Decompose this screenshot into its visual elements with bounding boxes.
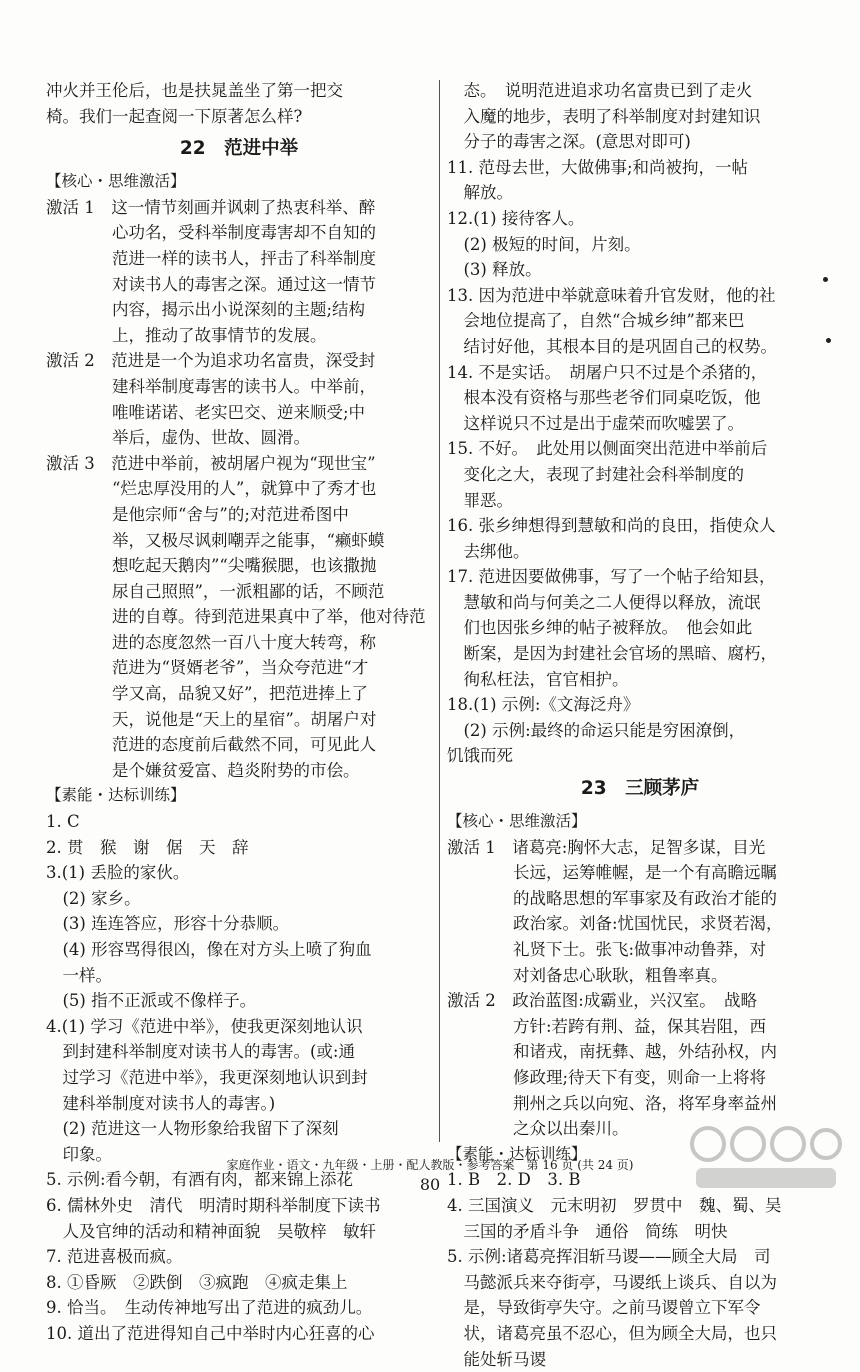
answer-line: 这样说只不过是出于虚荣而吹嘘罢了。 (447, 411, 833, 437)
page-number: 80 (0, 1176, 860, 1194)
answer-line: 进的自尊。待到范进果真中了举，他对待范 (46, 604, 432, 630)
answer-line: (5) 指不正派或不像样子。 (46, 988, 432, 1014)
answer-line: 4. 三国演义 元末明初 罗贯中 魏、蜀、吴 (447, 1193, 833, 1219)
answer-line: 11. 范母去世，大做佛事;和尚被拘，一帖 (447, 155, 833, 181)
answer-line: (2) 极短的时间，片刻。 (447, 232, 833, 258)
answer-line: 激活 1 这一情节刻画并讽刺了热衷科举、醉 (46, 195, 432, 221)
answer-line: 之众以出秦川。 (447, 1116, 833, 1142)
answer-line: 举后，虚伪、世故、圆滑。 (46, 425, 432, 451)
answer-line: 激活 2 政治蓝图:成霸业，兴汉室。 战略 (447, 988, 833, 1014)
answer-line: 政治家。刘备:忧国忧民，求贤若渴， (447, 911, 833, 937)
answer-line: 2. 贯 猴 谢 倨 天 辞 (46, 835, 432, 861)
answer-line: 16. 张乡绅想得到慧敏和尚的良田，指使众人 (447, 513, 833, 539)
answer-line: 激活 3 范进中举前，被胡屠户视为“现世宝” (46, 451, 432, 477)
answer-line: 上，推动了故事情节的发展。 (46, 323, 432, 349)
scan-speck (823, 277, 828, 282)
answer-line: 尿自己照照”，一派粗鄙的话，不顾范 (46, 579, 432, 605)
answer-line: 到封建科举制度对读书人的毒害。(或:通 (46, 1039, 432, 1065)
answer-line: 3.(1) 丢脸的家伙。 (46, 860, 432, 886)
answer-line: 心功名，受科举制度毒害却不自知的 (46, 220, 432, 246)
answer-line: 马懿派兵来夺街亭，马谡纸上谈兵、自以为 (447, 1270, 833, 1296)
answer-line: 状，诸葛亮虽不忍心，但为顾全大局，也只 (447, 1321, 833, 1347)
answer-line: 们也因张乡绅的帖子被释放。 他会如此 (447, 615, 833, 641)
answer-line: 态。 说明范进追求功名富贵已到了走火 (447, 78, 833, 104)
answer-line: 和诸戎，南抚彝、越，外结孙权，内 (447, 1039, 833, 1065)
answer-line: 对刘备忠心耿耿，粗鲁率真。 (447, 963, 833, 989)
answer-line: 12.(1) 接待客人。 (447, 206, 833, 232)
answer-line: 范进为“贤婿老爷”，当众夸范进“才 (46, 655, 432, 681)
answer-line: 1. B 2. D 3. B (447, 1167, 833, 1193)
answer-line: 5. 示例:诸葛亮挥泪斩马谡——顾全大局 司 (447, 1244, 833, 1270)
answer-line: 冲火并王伦后，也是扶晁盖坐了第一把交 (46, 78, 432, 104)
answer-line: 是个嫌贫爱富、趋炎附势的市侩。 (46, 758, 432, 784)
answer-line: “烂忠厚没用的人”，就算中了秀才也 (46, 476, 432, 502)
answer-line: 分子的毒害之深。(意思对即可) (447, 129, 833, 155)
answer-line: 结讨好他，其根本目的是巩固自己的权势。 (447, 334, 833, 360)
section-heading: 【核心・思维激活】 (447, 809, 833, 835)
answer-line: 想吃起天鹅肉”“尖嘴猴腮，也该撒抛 (46, 553, 432, 579)
answer-line: 礼贤下士。张飞:做事冲动鲁莽，对 (447, 937, 833, 963)
answer-line: 8. ①昏厥 ②跌倒 ③疯跑 ④疯走集上 (46, 1270, 432, 1296)
answer-line: 范进一样的读书人，抨击了科举制度 (46, 246, 432, 272)
answer-line: 三国的矛盾斗争 通俗 简练 明快 (447, 1219, 833, 1245)
answer-line: (3) 释放。 (447, 257, 833, 283)
answer-line: 1. C (46, 809, 432, 835)
answer-line: 5. 示例:看今朝，有酒有肉，都来锦上添花 (46, 1167, 432, 1193)
answer-line: 印象。 (46, 1142, 432, 1168)
answer-line: 4.(1) 学习《范进中举》，使我更深刻地认识 (46, 1014, 432, 1040)
answer-line: 内容，揭示出小说深刻的主题;结构 (46, 297, 432, 323)
answer-line: 入魔的地步，表明了科举制度对封建知识 (447, 104, 833, 130)
section-heading: 【素能・达标训练】 (447, 1142, 833, 1168)
answer-line: (4) 形容骂得很凶，像在对方头上喷了狗血 (46, 937, 432, 963)
answer-line: 10. 道出了范进得知自己中举时内心狂喜的心 (46, 1321, 432, 1347)
section-heading: 【素能・达标训练】 (46, 783, 432, 809)
watermark-logo (686, 1118, 846, 1196)
answer-line: 14. 不是实话。 胡屠户只不过是个杀猪的， (447, 360, 833, 386)
answer-line: 13. 因为范进中举就意味着升官发财，他的社 (447, 283, 833, 309)
section-heading: 【核心・思维激活】 (46, 169, 432, 195)
answer-line: 6. 儒林外史 清代 明清时期科举制度下读书 (46, 1193, 432, 1219)
answer-line: (2) 示例:最终的命运只能是穷困潦倒， (447, 718, 833, 744)
answer-line: 徇私枉法，官官相护。 (447, 667, 833, 693)
answer-line: 7. 范进喜极而疯。 (46, 1244, 432, 1270)
answer-line: 17. 范进因要做佛事，写了一个帖子给知县， (447, 564, 833, 590)
answer-line: 断案，是因为封建社会官场的黑暗、腐朽， (447, 641, 833, 667)
chapter-title: 22 范进中举 (46, 129, 432, 169)
answer-line: 举，又极尽讽刺嘲弄之能事，“癞虾蟆 (46, 528, 432, 554)
answer-line: (2) 范进这一人物形象给我留下了深刻 (46, 1116, 432, 1142)
answer-line: 椅。我们一起查阅一下原著怎么样? (46, 104, 432, 130)
answer-line: 激活 1 诸葛亮:胸怀大志，足智多谋，目光 (447, 835, 833, 861)
answer-line: 能处斩马谡 (447, 1347, 833, 1372)
answer-line: 18.(1) 示例:《文海泛舟》 (447, 692, 833, 718)
answer-line: 唯唯诺诺、老实巴交、逆来顺受;中 (46, 400, 432, 426)
answer-line: 方针:若跨有荆、益，保其岩阻，西 (447, 1014, 833, 1040)
answer-line: 解放。 (447, 180, 833, 206)
answer-line: 是他宗师“舍与”的;对范进希图中 (46, 502, 432, 528)
answer-line: 去绑他。 (447, 539, 833, 565)
answer-line: 进的态度忽然一百八十度大转弯，称 (46, 630, 432, 656)
answer-line: 荆州之兵以向宛、洛，将军身率益州 (447, 1091, 833, 1117)
answer-line: 人及官绅的活动和精神面貌 吴敬梓 敏轩 (46, 1219, 432, 1245)
page-footer: 家庭作业・语文・九年级・上册・配人教版・参考答案 第 16 页 (共 24 页) (0, 1157, 860, 1173)
answer-line: 长远，运筹帷幄，是一个有高瞻远瞩 (447, 860, 833, 886)
answer-line: 天，说他是“天上的星宿”。胡屠户对 (46, 707, 432, 733)
answer-line: 是，导致街亭失守。之前马谡曾立下军令 (447, 1295, 833, 1321)
answer-line: 过学习《范进中举》，我更深刻地认识到封 (46, 1065, 432, 1091)
answer-line: 会地位提高了，自然“合城乡绅”都来巴 (447, 308, 833, 334)
column-divider (439, 80, 440, 1142)
answer-line: 修政理;待天下有变，则命一上将将 (447, 1065, 833, 1091)
answer-line: 饥饿而死 (447, 743, 833, 769)
answer-line: (2) 家乡。 (46, 886, 432, 912)
answer-line: 一样。 (46, 963, 432, 989)
answer-line: 的战略思想的军事家及有政治才能的 (447, 886, 833, 912)
answer-line: 建科举制度毒害的读书人。中举前， (46, 374, 432, 400)
answer-line: 范进的态度前后截然不同，可见此人 (46, 732, 432, 758)
answer-line: 学又高，品貌又好”，把范进捧上了 (46, 681, 432, 707)
answer-line: 对读书人的毒害之深。通过这一情节 (46, 272, 432, 298)
scan-speck (826, 338, 831, 343)
answer-line: 根本没有资格与那些老爷们同桌吃饭，他 (447, 385, 833, 411)
answer-line: 15. 不好。 此处用以侧面突出范进中举前后 (447, 436, 833, 462)
answer-line: 激活 2 范进是一个为追求功名富贵，深受封 (46, 348, 432, 374)
answer-line: (3) 连连答应，形容十分恭顺。 (46, 911, 432, 937)
answer-line: 9. 恰当。 生动传神地写出了范进的疯劲儿。 (46, 1295, 432, 1321)
answer-line: 建科举制度对读书人的毒害。) (46, 1091, 432, 1117)
chapter-title: 23 三顾茅庐 (447, 769, 833, 809)
answer-line: 慧敏和尚与何美之二人便得以释放，流氓 (447, 590, 833, 616)
answer-line: 罪恶。 (447, 488, 833, 514)
answer-line: 变化之大，表现了封建社会科举制度的 (447, 462, 833, 488)
